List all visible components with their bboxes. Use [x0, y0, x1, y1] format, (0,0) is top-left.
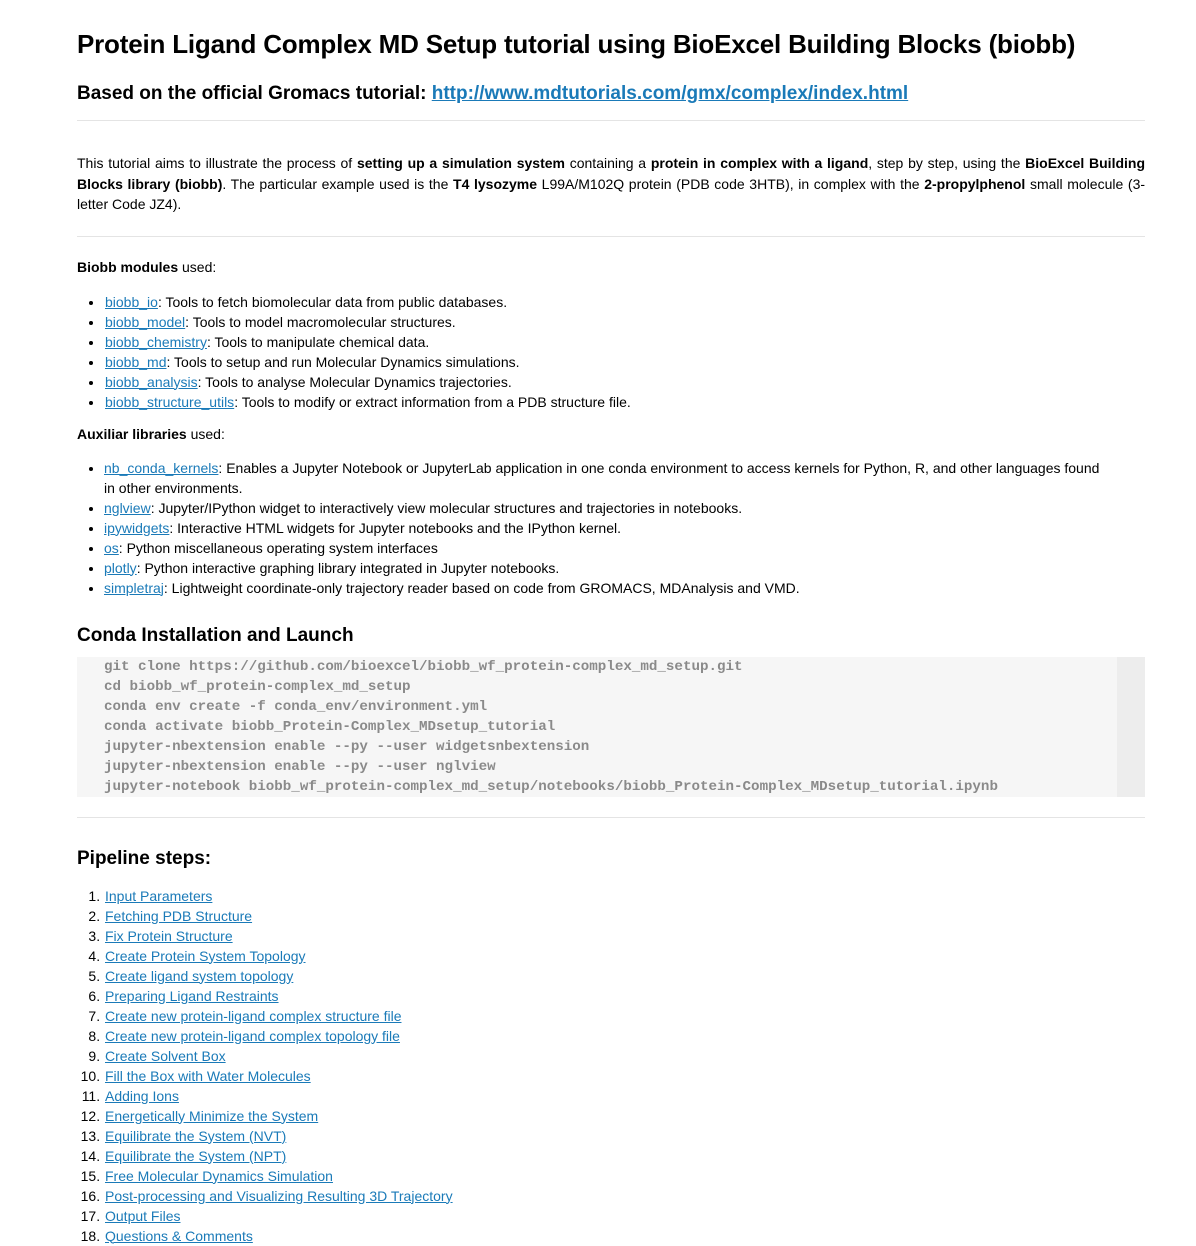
intro-text: containing a: [564, 155, 651, 171]
list-item: [104, 518, 1114, 538]
module-link-biobb-analysis[interactable]: biobb_analysis: [105, 373, 198, 390]
code-line: git clone https://github.com/bioexcel/biobb_wf_protein-complex_md_setup.git: [104, 658, 743, 675]
code-scroll-gutter[interactable]: [1117, 657, 1145, 797]
pipeline-steps-list: [77, 886, 1145, 1246]
intro-paragraph: [77, 153, 1145, 215]
module-link-biobb-model[interactable]: biobb_model: [105, 313, 186, 330]
code-line: jupyter-nbextension enable --py --user nglview: [104, 758, 496, 775]
aux-link-nglview[interactable]: nglview: [104, 499, 151, 516]
list-item: [104, 1046, 1145, 1066]
step-link-questions[interactable]: Questions & Comments: [105, 1227, 253, 1244]
code-line: jupyter-notebook biobb_wf_protein-complex_md_setup/notebooks/biobb_Protein-Complex_MDsetup_tutorial.ipynb: [104, 778, 998, 795]
step-link-output-files[interactable]: Output Files: [105, 1207, 181, 1224]
list-item: [104, 986, 1145, 1006]
step-link-ligand-restraints[interactable]: Preparing Ligand Restraints: [105, 987, 279, 1004]
intro-bold: 2-propylphenol: [924, 175, 1026, 192]
module-link-biobb-chemistry[interactable]: biobb_chemistry: [105, 333, 207, 350]
module-desc: : Tools to model macromolecular structures.: [185, 313, 456, 330]
aux-link-plotly[interactable]: plotly: [104, 559, 137, 576]
pipeline-heading: Pipeline steps:: [77, 847, 212, 869]
intro-text: small molecule (3-letter Code JZ4).: [77, 175, 1146, 212]
step-link-fill-water[interactable]: Fill the Box with Water Molecules: [105, 1067, 311, 1084]
auxiliar-heading: [77, 424, 1145, 444]
list-item: [104, 1086, 1145, 1106]
modules-heading-bold: Biobb modules: [77, 258, 179, 275]
step-link-solvent-box[interactable]: Create Solvent Box: [105, 1047, 226, 1064]
step-link-adding-ions[interactable]: Adding Ions: [105, 1087, 179, 1104]
list-item: [104, 1206, 1145, 1226]
module-desc: : Tools to manipulate chemical data.: [206, 333, 430, 350]
list-item: [104, 886, 1145, 906]
intro-text: L99A/M102Q protein (PDB code 3HTB), in complex with the: [537, 175, 925, 192]
intro-bold: T4 lysozyme: [453, 175, 538, 192]
list-item: [104, 332, 1145, 352]
list-item: [104, 1106, 1145, 1126]
step-link-ligand-topology[interactable]: Create ligand system topology: [105, 967, 294, 984]
module-link-biobb-io[interactable]: biobb_io: [105, 293, 158, 310]
subtitle: [77, 81, 1145, 107]
list-item: [104, 1066, 1145, 1086]
aux-desc: : Python miscellaneous operating system interfaces: [118, 539, 438, 556]
aux-link-ipywidgets[interactable]: ipywidgets: [104, 519, 170, 536]
list-item: [104, 558, 1114, 578]
step-link-complex-topology[interactable]: Create new protein-ligand complex topology file: [105, 1027, 400, 1044]
aux-desc: : Enables a Jupyter Notebook or JupyterLab application in one conda environment to access kernels for Python, R, and other languages found in other environments.: [104, 459, 1100, 496]
module-desc: : Tools to analyse Molecular Dynamics trajectories.: [197, 373, 512, 390]
list-item: [104, 372, 1145, 392]
list-item: [104, 1226, 1145, 1246]
divider: [77, 817, 1145, 818]
module-desc: : Tools to setup and run Molecular Dynamics simulations.: [166, 353, 520, 370]
divider: [77, 120, 1145, 121]
step-link-protein-topology[interactable]: Create Protein System Topology: [105, 947, 306, 964]
subtitle-prefix: Based on the official Gromacs tutorial:: [77, 83, 432, 104]
step-link-equilibrate-nvt[interactable]: Equilibrate the System (NVT): [105, 1127, 287, 1144]
aux-desc: : Lightweight coordinate-only trajectory reader based on code from GROMACS, MDAnalysis and VMD.: [163, 579, 800, 596]
step-link-input-parameters[interactable]: Input Parameters: [105, 887, 213, 904]
step-link-complex-structure[interactable]: Create new protein-ligand complex structure file: [105, 1007, 402, 1024]
list-item: [104, 538, 1114, 558]
intro-text: , step by step, using the: [868, 155, 1026, 171]
conda-code-block[interactable]: [77, 657, 1145, 797]
list-item: [104, 946, 1145, 966]
list-item: [104, 312, 1145, 332]
module-desc: : Tools to fetch biomolecular data from public databases.: [157, 293, 508, 310]
modules-heading-rest: used:: [178, 258, 217, 275]
list-item: [104, 1186, 1145, 1206]
notebook-page: [77, 0, 1145, 1246]
conda-heading: Conda Installation and Launch: [77, 624, 354, 646]
list-item: [104, 352, 1145, 372]
list-item: [104, 1026, 1145, 1046]
list-item: [104, 926, 1145, 946]
list-item: [104, 458, 1114, 498]
module-desc: : Tools to modify or extract information from a PDB structure file.: [234, 393, 631, 410]
step-link-minimize[interactable]: Energetically Minimize the System: [105, 1107, 319, 1124]
step-link-fetching-pdb[interactable]: Fetching PDB Structure: [105, 907, 253, 924]
code-line: conda activate biobb_Protein-Complex_MDsetup_tutorial: [104, 718, 556, 735]
list-item: [104, 906, 1145, 926]
divider: [77, 236, 1145, 237]
code-line: conda env create -f conda_env/environment.yml: [104, 698, 488, 715]
list-item: [104, 1006, 1145, 1026]
modules-list: [77, 292, 1145, 412]
intro-text: . The particular example used is the: [222, 175, 454, 192]
step-link-fix-protein[interactable]: Fix Protein Structure: [105, 927, 233, 944]
intro-bold: BioExcel Building Blocks library (biobb): [77, 155, 1146, 192]
page-title: Protein Ligand Complex MD Setup tutorial using BioExcel Building Blocks (biobb): [77, 29, 1076, 59]
intro-bold: setting up a simulation system: [356, 155, 565, 171]
list-item: [104, 1126, 1145, 1146]
gromacs-tutorial-link[interactable]: http://www.mdtutorials.com/gmx/complex/index.html: [431, 83, 909, 104]
list-item: [104, 966, 1145, 986]
list-item: [104, 1166, 1145, 1186]
auxiliar-heading-rest: used:: [186, 425, 225, 442]
aux-desc: : Jupyter/IPython widget to interactively view molecular structures and trajectories in notebooks.: [150, 499, 743, 516]
aux-link-simpletraj[interactable]: simpletraj: [104, 579, 164, 596]
auxiliar-list: [77, 458, 1114, 598]
aux-desc: : Interactive HTML widgets for Jupyter notebooks and the IPython kernel.: [169, 519, 621, 536]
code-line: jupyter-nbextension enable --py --user widgetsnbextension: [104, 738, 590, 755]
list-item: [104, 392, 1145, 412]
module-link-biobb-structure-utils[interactable]: biobb_structure_utils: [105, 393, 235, 410]
intro-text: This tutorial aims to illustrate the process of: [77, 155, 357, 171]
step-link-post-processing[interactable]: Post-processing and Visualizing Resulting 3D Trajectory: [105, 1187, 453, 1204]
module-link-biobb-md[interactable]: biobb_md: [105, 353, 167, 370]
aux-desc: : Python interactive graphing library integrated in Jupyter notebooks.: [136, 559, 560, 576]
code-line: cd biobb_wf_protein-complex_md_setup: [104, 678, 411, 695]
aux-link-os[interactable]: os: [104, 539, 119, 556]
aux-link-nb-conda-kernels[interactable]: nb_conda_kernels: [104, 459, 219, 476]
list-item: [104, 1146, 1145, 1166]
list-item: [104, 292, 1145, 312]
auxiliar-heading-bold: Auxiliar libraries: [77, 425, 187, 442]
list-item: [104, 578, 1114, 598]
step-link-equilibrate-npt[interactable]: Equilibrate the System (NPT): [105, 1147, 287, 1164]
step-link-free-md[interactable]: Free Molecular Dynamics Simulation: [105, 1167, 333, 1184]
intro-bold: protein in complex with a ligand: [650, 155, 869, 171]
list-item: [104, 498, 1114, 518]
modules-heading: [77, 257, 1145, 277]
